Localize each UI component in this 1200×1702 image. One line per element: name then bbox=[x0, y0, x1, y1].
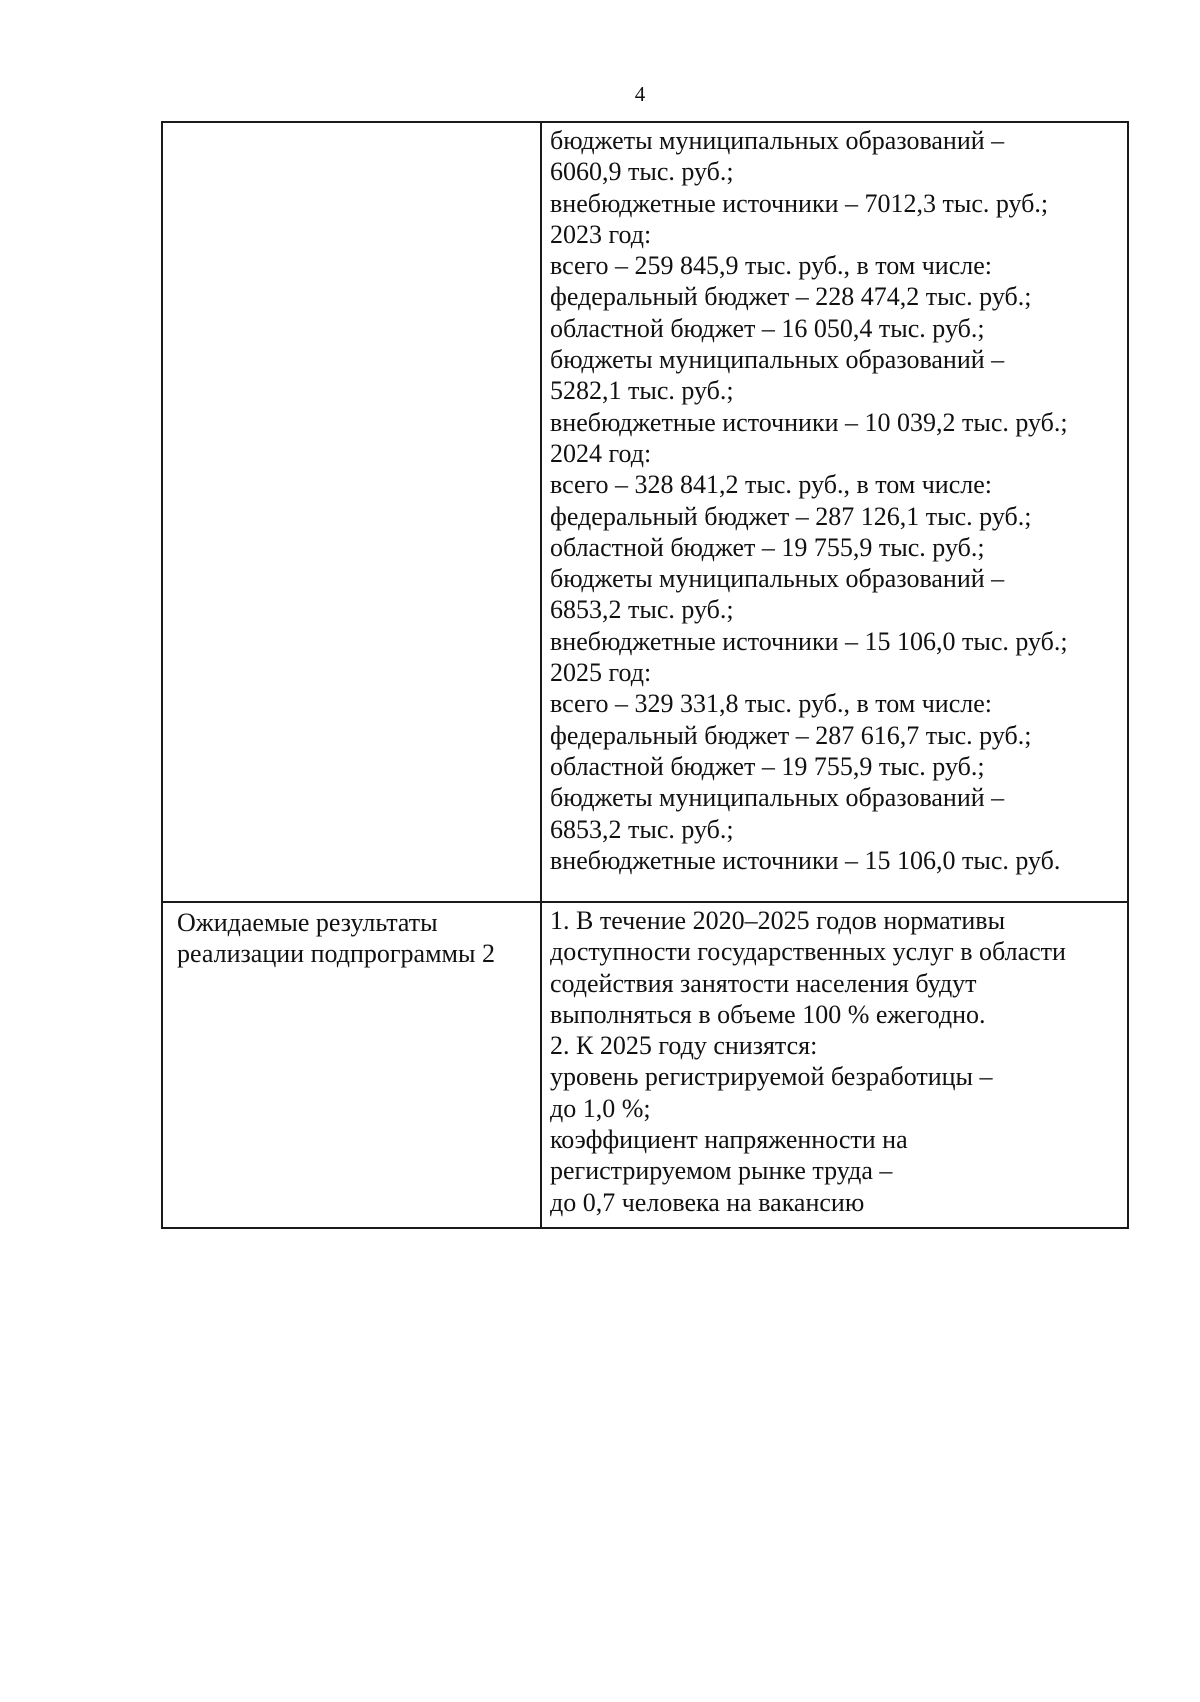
funding-year-heading: 2023 год: bbox=[550, 219, 652, 249]
table-row-expected-results bbox=[162, 902, 1128, 1228]
funding-line: федеральный бюджет – 287 616,7 тыс. руб.; bbox=[550, 720, 1032, 750]
funding-line: бюджеты муниципальных образований – bbox=[550, 126, 1005, 155]
funding-line: внебюджетные источники – 15 106,0 тыс. руб.; bbox=[550, 626, 1068, 656]
funding-year-heading: 2024 год: bbox=[550, 438, 652, 468]
result-line: 2. К 2025 году снизятся: bbox=[550, 1031, 818, 1061]
funding-line: бюджеты муниципальных образований – bbox=[550, 564, 1005, 594]
program-passport-table bbox=[161, 121, 1129, 1229]
funding-line: всего – 329 331,8 тыс. руб., в том числе: bbox=[550, 689, 992, 719]
funding-line: федеральный бюджет – 287 126,1 тыс. руб.; bbox=[550, 501, 1032, 531]
table-row-funding bbox=[162, 122, 1128, 902]
result-line: до 0,7 человека на вакансию bbox=[550, 1187, 865, 1217]
funding-line: областной бюджет – 19 755,9 тыс. руб.; bbox=[550, 751, 985, 781]
funding-line: всего – 328 841,2 тыс. руб., в том числе: bbox=[550, 470, 992, 500]
funding-line: 5282,1 тыс. руб.; bbox=[550, 376, 734, 406]
funding-line: 6060,9 тыс. руб.; bbox=[550, 157, 734, 187]
expected-results-label: реализации подпрограммы 2 bbox=[177, 939, 495, 969]
result-line: уровень регистрируемой безработицы – bbox=[550, 1062, 993, 1092]
result-line: 1. В течение 2020–2025 годов нормативы bbox=[550, 906, 1006, 935]
funding-line: 6853,2 тыс. руб.; bbox=[550, 814, 734, 844]
funding-line: всего – 259 845,9 тыс. руб., в том числе: bbox=[550, 251, 992, 281]
funding-line: федеральный бюджет – 228 474,2 тыс. руб.; bbox=[550, 282, 1032, 312]
funding-content-cell bbox=[541, 122, 1128, 902]
result-line: содействия занятости населения будут bbox=[550, 968, 977, 998]
result-line: коэффициент напряженности на bbox=[550, 1125, 908, 1155]
expected-results-label-cell bbox=[162, 902, 541, 1228]
result-line: до 1,0 %; bbox=[550, 1093, 651, 1123]
funding-line: областной бюджет – 16 050,4 тыс. руб.; bbox=[550, 313, 985, 343]
result-line: доступности государственных услуг в области bbox=[550, 937, 1066, 967]
funding-year-heading: 2025 год: bbox=[550, 658, 652, 688]
funding-line: внебюджетные источники – 10 039,2 тыс. руб.; bbox=[550, 407, 1068, 437]
funding-line: областной бюджет – 19 755,9 тыс. руб.; bbox=[550, 532, 985, 562]
funding-line: 6853,2 тыс. руб.; bbox=[550, 595, 734, 625]
funding-line: бюджеты муниципальных образований – bbox=[550, 783, 1005, 813]
funding-line: бюджеты муниципальных образований – bbox=[550, 345, 1005, 375]
funding-label-cell bbox=[162, 122, 541, 902]
result-line: регистрируемом рынке труда – bbox=[550, 1156, 893, 1186]
funding-line: внебюджетные источники – 15 106,0 тыс. руб. bbox=[550, 845, 1061, 875]
expected-results-label: Ожидаемые результаты bbox=[177, 908, 438, 937]
expected-results-content-cell bbox=[541, 902, 1128, 1228]
page-number: 4 bbox=[634, 82, 646, 106]
result-line: выполняться в объеме 100 % ежегодно. bbox=[550, 999, 986, 1029]
funding-line: внебюджетные источники – 7012,3 тыс. руб.; bbox=[550, 188, 1049, 218]
